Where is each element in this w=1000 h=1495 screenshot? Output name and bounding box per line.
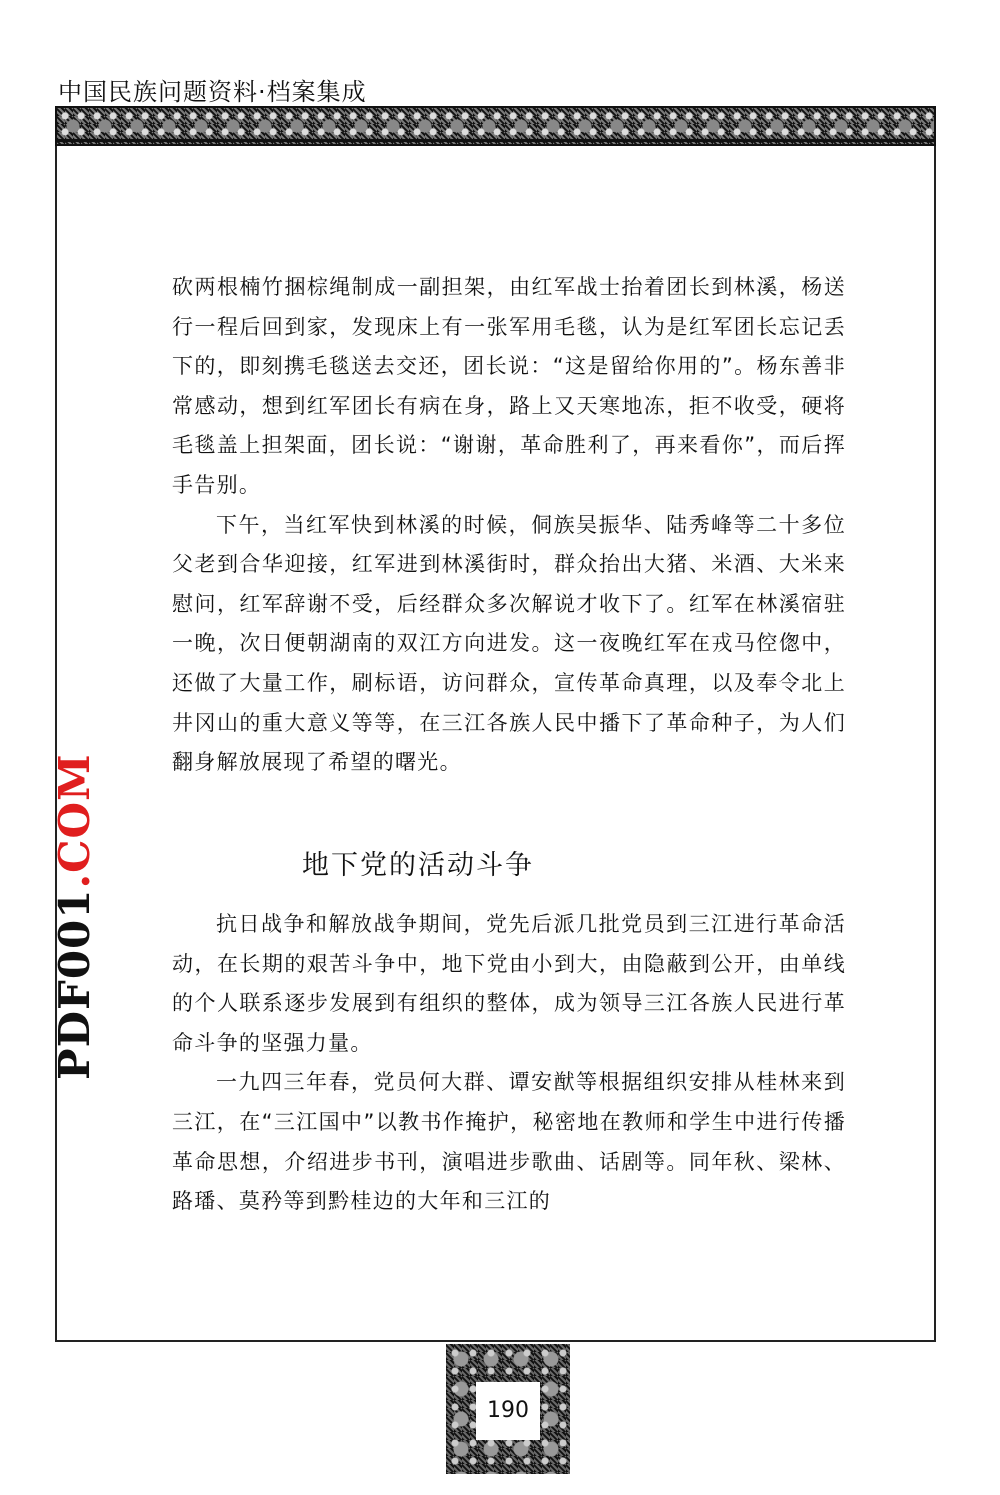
ornamental-border-band [55,106,936,146]
watermark-part1: PDF001 [50,888,99,1080]
body-text-top [172,268,846,783]
watermark [50,753,99,1080]
page-number: 190 [476,1382,540,1440]
paragraph: 下午，当红军快到林溪的时候，侗族吴振华、陆秀峰等二十多位父老到合华迎接，红军进到林溪街时，群众抬出大猪、米酒、大米来慰问，红军辞谢不受，后经群众多次解说才收下了。红军在林溪宿驻一晚，次日便朝湖南的双江方向进发。这一夜晚红军在戎马倥偬中，还做了大量工作，刷标语，访问群众，宣传革命真理，以及奉令北上井冈山的重大意义等等，在三江各族人民中播下了革命种子，为人们翻身解放展现了希望的曙光。 [172,512,846,775]
page-number-ornament [446,1344,570,1474]
paragraph: 一九四三年春，党员何大群、谭安猷等根据组织安排从桂林来到三江，在“三江国中”以教书作掩护，秘密地在教师和学生中进行传播革命思想，介绍进步书刊，演唱进步歌曲、话剧等。同年秋、梁林、路璠、莫矜等到黔桂边的大年和三江的 [172,1070,846,1214]
paragraph: 抗日战争和解放战争期间，党先后派几批党员到三江进行革命活动，在长期的艰苦斗争中，地下党由小到大，由隐蔽到公开，由单线的个人联系逐步发展到有组织的整体，成为领导三江各族人民进行革命斗争的坚强力量。 [172,912,846,1055]
watermark-part2: .COM [50,753,99,889]
body-text-bottom [172,905,846,1222]
section-heading: 地下党的活动斗争 [302,850,534,881]
paragraph: 砍两根楠竹捆棕绳制成一副担架，由红军战士抬着团长到林溪，杨送行一程后回到家，发现床上有一张军用毛毯，认为是红军团长忘记丢下的，即刻携毛毯送去交还，团长说：“这是留给你用的”。杨东善非常感动，想到红军团长有病在身，路上又天寒地冻，拒不收受，硬将毛毯盖上担架面，团长说：“谢谢，革命胜利了，再来看你”，而后挥手告别。 [172,275,846,497]
book-series-title: 中国民族问题资料·档案集成 [58,78,367,106]
